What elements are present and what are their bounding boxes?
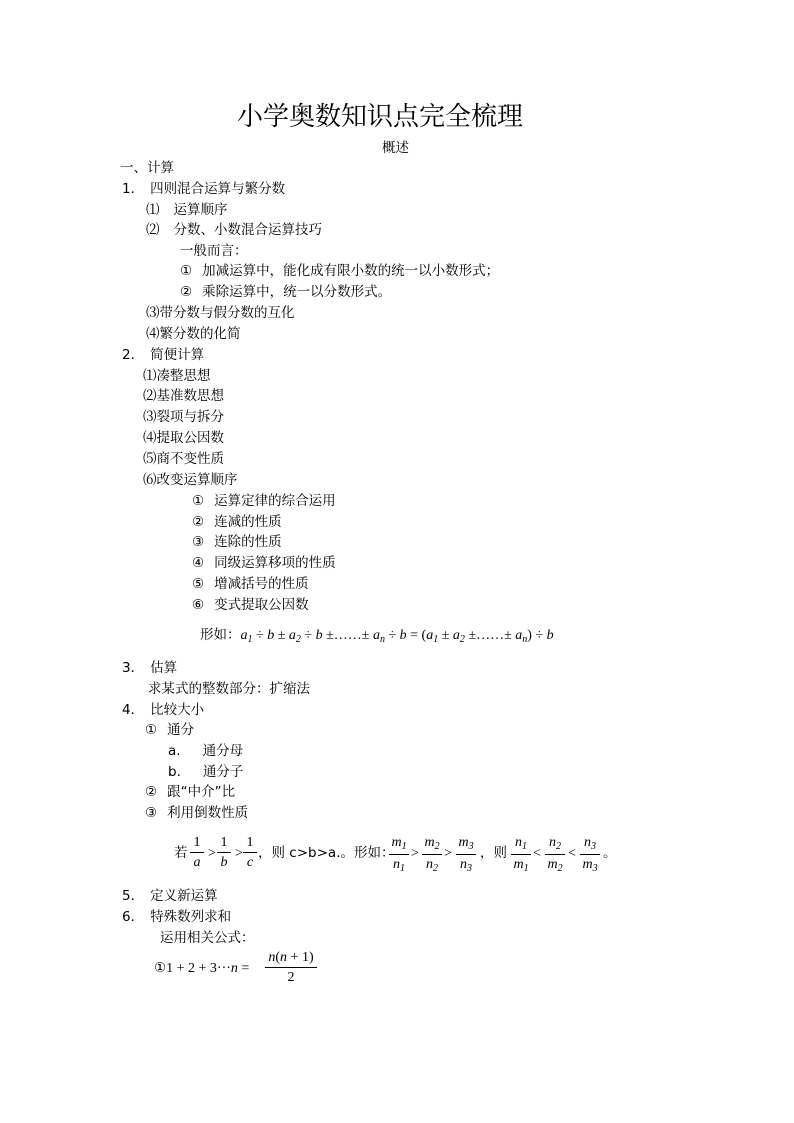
section-label: 特殊数列求和 <box>150 909 232 925</box>
item-text: 跟“中介”比 <box>167 784 236 800</box>
fraction: $\frac{1}{b}$ <box>217 836 231 870</box>
item-text: 连除的性质 <box>214 534 282 550</box>
list-item <box>192 557 336 571</box>
item-mark: a. <box>168 743 181 759</box>
item-mark: b. <box>168 764 181 780</box>
section-label: 定义新运算 <box>150 888 218 904</box>
list-item <box>146 224 322 238</box>
fraction: $\frac{m_2}{n_2}$ <box>422 836 442 874</box>
formula-line <box>200 629 554 645</box>
math-formula: $a_1 \div b \pm a_2 \div b$ ±……± $a_n \div b = (a_1 \pm a_2$ ±……± $a_n) \div b$ <box>240 628 554 645</box>
section-heading <box>120 162 174 176</box>
page-title: 小学奥数知识点完全梳理 <box>237 102 524 132</box>
item-mark: ② <box>192 514 205 530</box>
list-item <box>180 286 391 300</box>
math-symbol: > <box>208 846 216 861</box>
item-mark: ② <box>145 784 158 800</box>
item-mark: ⑴ <box>146 202 160 218</box>
item-text: 运算定律的综合运用 <box>214 493 336 509</box>
list-item: 一般而言： <box>180 243 248 259</box>
fraction: $\frac{m_1}{n_1}$ <box>389 836 409 874</box>
section-heading <box>122 911 231 925</box>
list-item <box>145 724 194 738</box>
item-text: 通分母 <box>202 743 244 759</box>
math-formula: 1 + 2 + 3···n = <box>166 961 250 976</box>
section-label: 简便计算 <box>150 347 205 363</box>
list-item <box>145 786 235 800</box>
fraction: $\frac{n(n + 1)}{2}$ <box>265 951 317 985</box>
formula-text: 若 <box>174 845 188 861</box>
item-text: 利用倒数性质 <box>167 805 249 821</box>
math-symbol: > <box>411 846 419 861</box>
list-item <box>168 745 243 759</box>
section-label: 比较大小 <box>150 702 205 718</box>
section-label: 计算 <box>147 160 174 176</box>
list-item: ⑷繁分数的化简 <box>146 326 241 342</box>
list-item <box>192 516 282 530</box>
formula-text: 。 <box>603 845 617 861</box>
fraction: $\frac{1}{c}$ <box>243 836 257 870</box>
math-symbol: > <box>444 846 452 861</box>
item-text: 变式提取公因数 <box>214 597 309 613</box>
section-heading <box>122 662 177 676</box>
item-mark: ④ <box>192 555 205 571</box>
section-number: 一、 <box>120 160 147 176</box>
item-mark: ① <box>154 960 167 976</box>
section-label: 四则混合运算与繁分数 <box>150 181 286 197</box>
item-mark: ⑥ <box>192 597 205 613</box>
list-item <box>146 204 228 218</box>
item-mark: ⑤ <box>192 576 205 592</box>
list-item <box>168 766 243 780</box>
fraction: $\frac{m_3}{n_3}$ <box>456 836 476 874</box>
list-item: ⑴凑整思想 <box>143 368 211 384</box>
list-item <box>145 807 248 821</box>
item-mark: ③ <box>192 534 205 550</box>
fraction: $\frac{n_2}{m_2}$ <box>545 836 565 874</box>
item-text: 同级运算移项的性质 <box>214 555 336 571</box>
math-symbol: < <box>568 846 576 861</box>
item-text: 运算顺序 <box>173 202 228 218</box>
section-heading <box>122 704 204 718</box>
list-item: ⑶裂项与拆分 <box>143 409 224 425</box>
item-text: 增减括号的性质 <box>214 576 309 592</box>
formula-text: ，则 c>b>a.。形如： <box>258 845 395 861</box>
fraction: $\frac{n_1}{m_1}$ <box>511 836 531 874</box>
page-subtitle: 概述 <box>382 140 409 156</box>
formula-text: ，则 <box>480 845 507 861</box>
list-item: ⑹改变运算顺序 <box>143 472 238 488</box>
list-item: ⑷提取公因数 <box>143 430 224 446</box>
section-number: 3． <box>122 660 145 676</box>
section-heading <box>122 890 218 904</box>
item-text: 通分 <box>167 722 195 738</box>
section-heading <box>122 183 285 197</box>
item-mark: ① <box>180 263 193 279</box>
list-item <box>192 599 309 613</box>
item-mark: ① <box>145 722 158 738</box>
item-text: 乘除运算中，统一以分数形式。 <box>202 284 392 300</box>
list-item <box>192 578 309 592</box>
item-mark: ⑵ <box>146 222 160 238</box>
item-mark: ② <box>180 284 193 300</box>
section-number: 4． <box>122 702 145 718</box>
math-symbol: < <box>533 846 541 861</box>
item-text: 加减运算中，能化成有限小数的统一以小数形式； <box>202 263 500 279</box>
section-number: 2． <box>122 347 145 363</box>
list-item <box>180 265 499 279</box>
section-number: 5． <box>122 888 145 904</box>
section-heading <box>122 349 204 363</box>
item-mark: ① <box>192 493 205 509</box>
list-item: ⑶带分数与假分数的互化 <box>146 305 295 321</box>
section-label: 估算 <box>150 660 178 676</box>
item-mark: ③ <box>145 805 158 821</box>
section-number: 1． <box>122 181 145 197</box>
formula-prefix: 形如： <box>200 627 241 643</box>
list-item <box>192 495 336 509</box>
item-text: 分数、小数混合运算技巧 <box>173 222 322 238</box>
fraction: $\frac{n_3}{m_3}$ <box>580 836 600 874</box>
list-item: ⑵基准数思想 <box>143 388 224 404</box>
item-text: 通分子 <box>202 764 244 780</box>
list-item: ⑸商不变性质 <box>143 451 224 467</box>
list-item <box>192 536 282 550</box>
formula-line <box>154 962 249 976</box>
list-item: 运用相关公式： <box>160 930 255 946</box>
item-text: 连减的性质 <box>214 514 282 530</box>
list-item: 求某式的整数部分：扩缩法 <box>148 681 310 697</box>
fraction: $\frac{1}{a}$ <box>190 836 204 870</box>
math-symbol: > <box>235 846 243 861</box>
section-number: 6． <box>122 909 145 925</box>
